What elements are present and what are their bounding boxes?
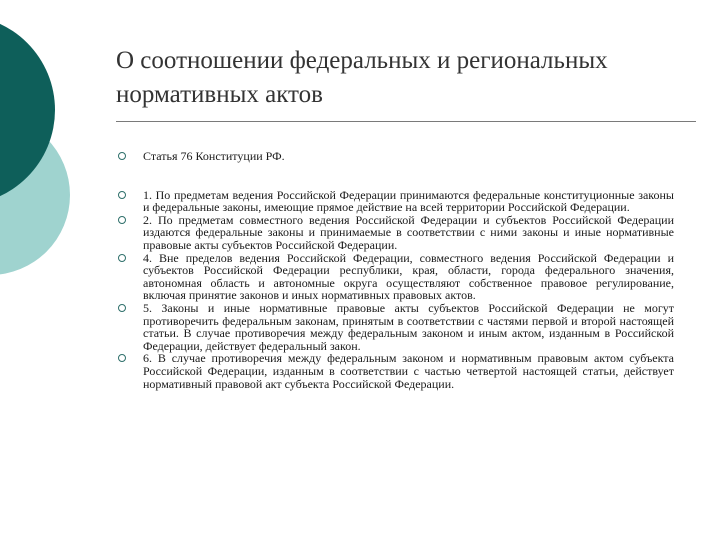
list-item-text: 1. По предметам ведения Российской Федерации принимаются федеральные конституционные законы и федеральные законы, имеющие прямое действие на всей территории Российской Федерации.: [143, 187, 674, 215]
list-item: [118, 214, 674, 252]
title-divider: [116, 121, 696, 122]
decorative-circles: [0, 0, 90, 300]
list-item: [118, 302, 674, 352]
slide-title: О соотношении федеральных и региональных нормативных актов: [116, 47, 608, 108]
list-item-text: 5. Законы и иные нормативные правовые акты субъектов Российской Федерации не могут противоречить федеральным законам, принятым в соответствии с частями первой и второй настоящей статьи. В случае противоречия между федеральным законом и иным актом, изданным в Российской Федерации, действует федеральный закон.: [143, 300, 674, 353]
bullet-icon: [118, 354, 126, 362]
bullet-icon: [118, 216, 126, 224]
bullet-list: [118, 150, 674, 390]
list-item-text: 6. В случае противоречия между федеральным законом и нормативным правовым актом субъекта Российской Федерации, изданным в соответствии с частью четвертой настоящей статьи, действует нормативный правовой акт субъекта Российской Федерации.: [143, 351, 674, 391]
list-item-text: 2. По предметам совместного ведения Российской Федерации и субъектов Российской Федерации издаются федеральные законы и принимаемые в соответствии с ними законы и иные нормативные правовые акты субъектов Российской Федерации.: [143, 212, 674, 252]
list-item: [118, 352, 674, 390]
bullet-icon: [118, 254, 126, 262]
bullet-icon: [118, 191, 126, 199]
bullet-icon: [118, 304, 126, 312]
bullet-icon: [118, 152, 126, 160]
list-item-text: Статья 76 Конституции РФ.: [143, 149, 285, 163]
list-item: [118, 150, 674, 163]
list-item-text: 4. Вне пределов ведения Российской Федерации, совместного ведения Российской Федерации и субъектов Российской Федерации республики, края, области, города федерального значения, автономная область и автономные округа осуществляют собственное правовое регулирование, включая принятие законов и иных нормативных правовых актов.: [143, 250, 674, 303]
list-item: [118, 252, 674, 302]
list-item: [118, 189, 674, 214]
